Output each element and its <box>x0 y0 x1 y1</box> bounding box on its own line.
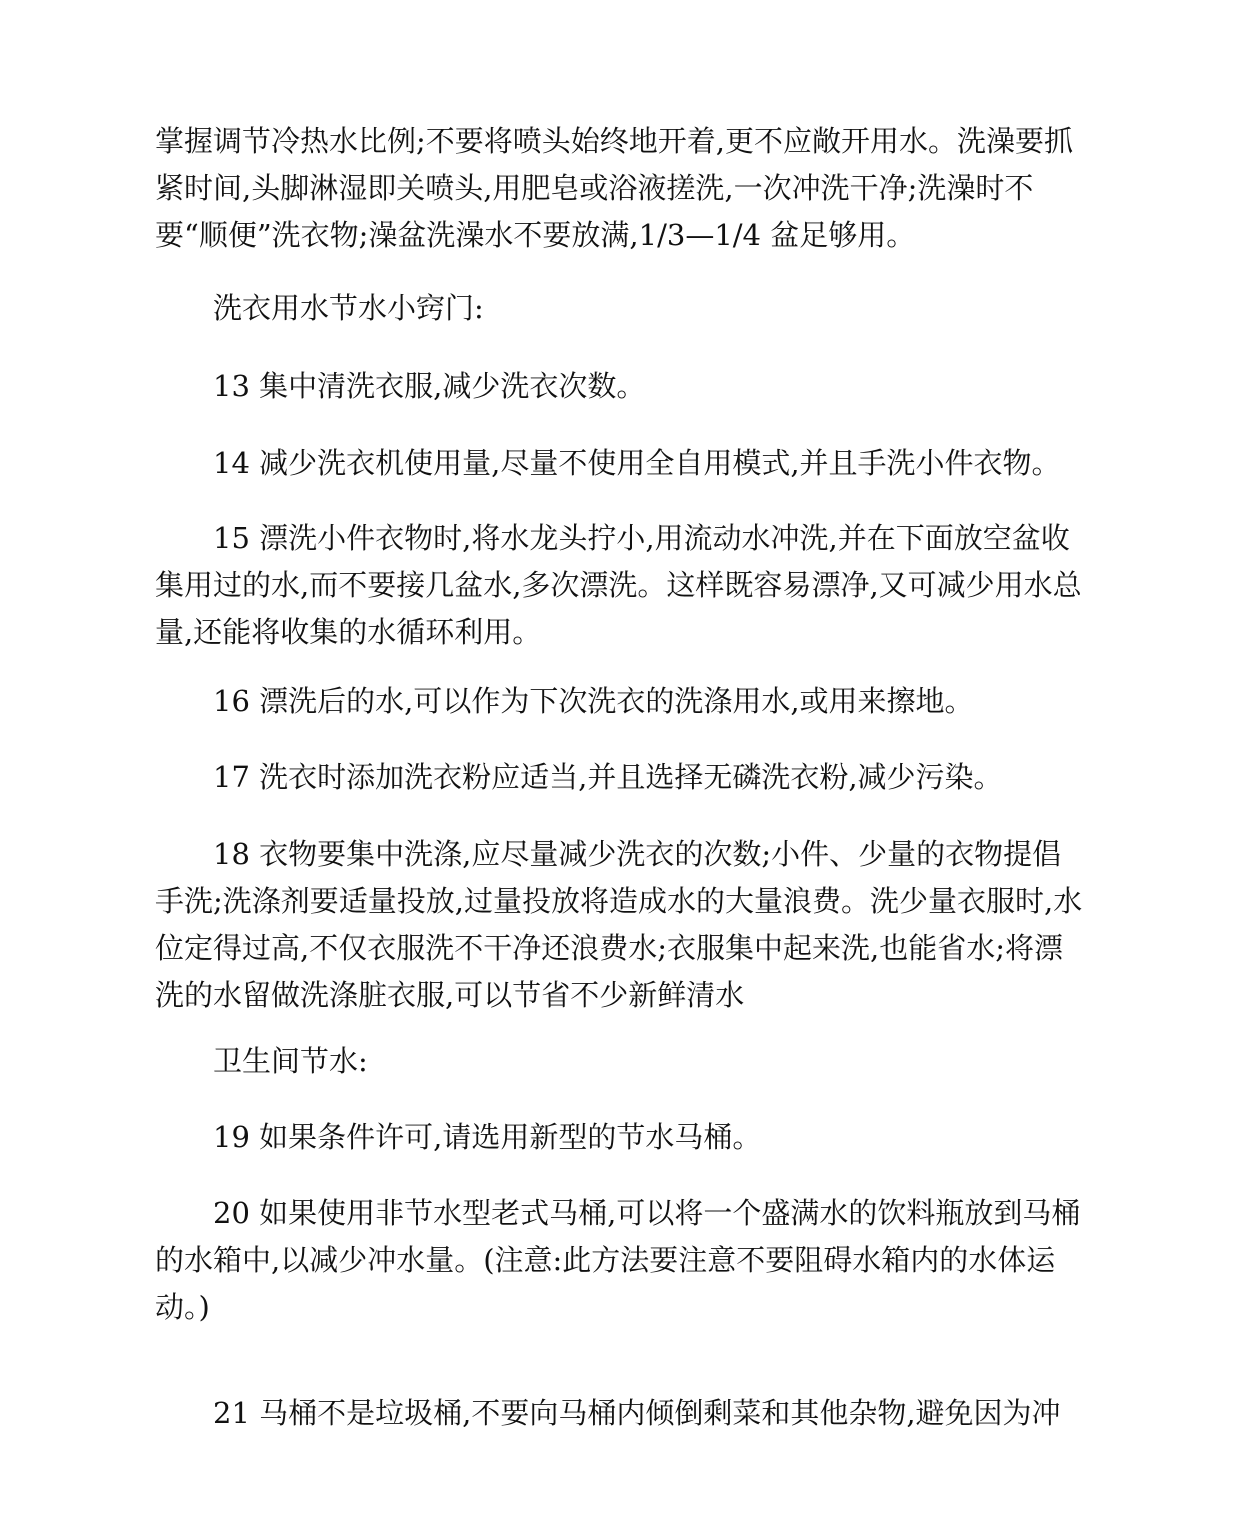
paragraph-item-14: 14 减少洗衣机使用量,尽量不使用全自用模式,并且手洗小件衣物。 <box>213 446 1061 480</box>
paragraph-item-19: 19 如果条件许可,请选用新型的节水马桶。 <box>213 1120 762 1154</box>
paragraph-item-16: 16 漂洗后的水,可以作为下次洗衣的洗涤用水,或用来擦地。 <box>213 684 974 718</box>
paragraph-item-17: 17 洗衣时添加洗衣粉应适当,并且选择无磷洗衣粉,减少污染。 <box>213 760 1003 794</box>
paragraph-item-20: 20 如果使用非节水型老式马桶,可以将一个盛满水的饮料瓶放到马桶的水箱中,以减少冲水量。(注意:此方法要注意不要阻碍水箱内的水体运动。) <box>155 1196 1081 1324</box>
heading-bathroom-tips: 卫生间节水: <box>213 1044 368 1078</box>
paragraph-item-13: 13 集中清洗衣服,减少洗衣次数。 <box>213 369 646 403</box>
paragraph-item-18: 18 衣物要集中洗涤,应尽量减少洗衣的次数;小件、少量的衣物提倡手洗;洗涤剂要适量投放,过量投放将造成水的大量浪费。洗少量衣服时,水位定得过高,不仅衣服洗不干净还浪费水;衣服集中起来洗,也能省水;将漂洗的水留做洗涤脏衣服,可以节省不少新鲜清水 <box>155 837 1083 1012</box>
paragraph-item-21: 21 马桶不是垃圾桶,不要向马桶内倾倒剩菜和其他杂物,避免因为冲 <box>213 1396 1061 1430</box>
paragraph-bathing-tips: 掌握调节冷热水比例;不要将喷头始终地开着,更不应敞开用水。洗澡要抓紧时间,头脚淋湿即关喷头,用肥皂或浴液搓洗,一次冲洗干净;洗澡时不要“顺便”洗衣物;澡盆洗澡水不要放满,1/3—1/4 盆足够用。 <box>155 124 1073 252</box>
paragraph-item-15: 15 漂洗小件衣物时,将水龙头拧小,用流动水冲洗,并在下面放空盆收集用过的水,而不要接几盆水,多次漂洗。这样既容易漂净,又可减少用水总量,还能将收集的水循环利用。 <box>155 521 1082 649</box>
heading-laundry-tips: 洗衣用水节水小窍门: <box>213 291 484 325</box>
